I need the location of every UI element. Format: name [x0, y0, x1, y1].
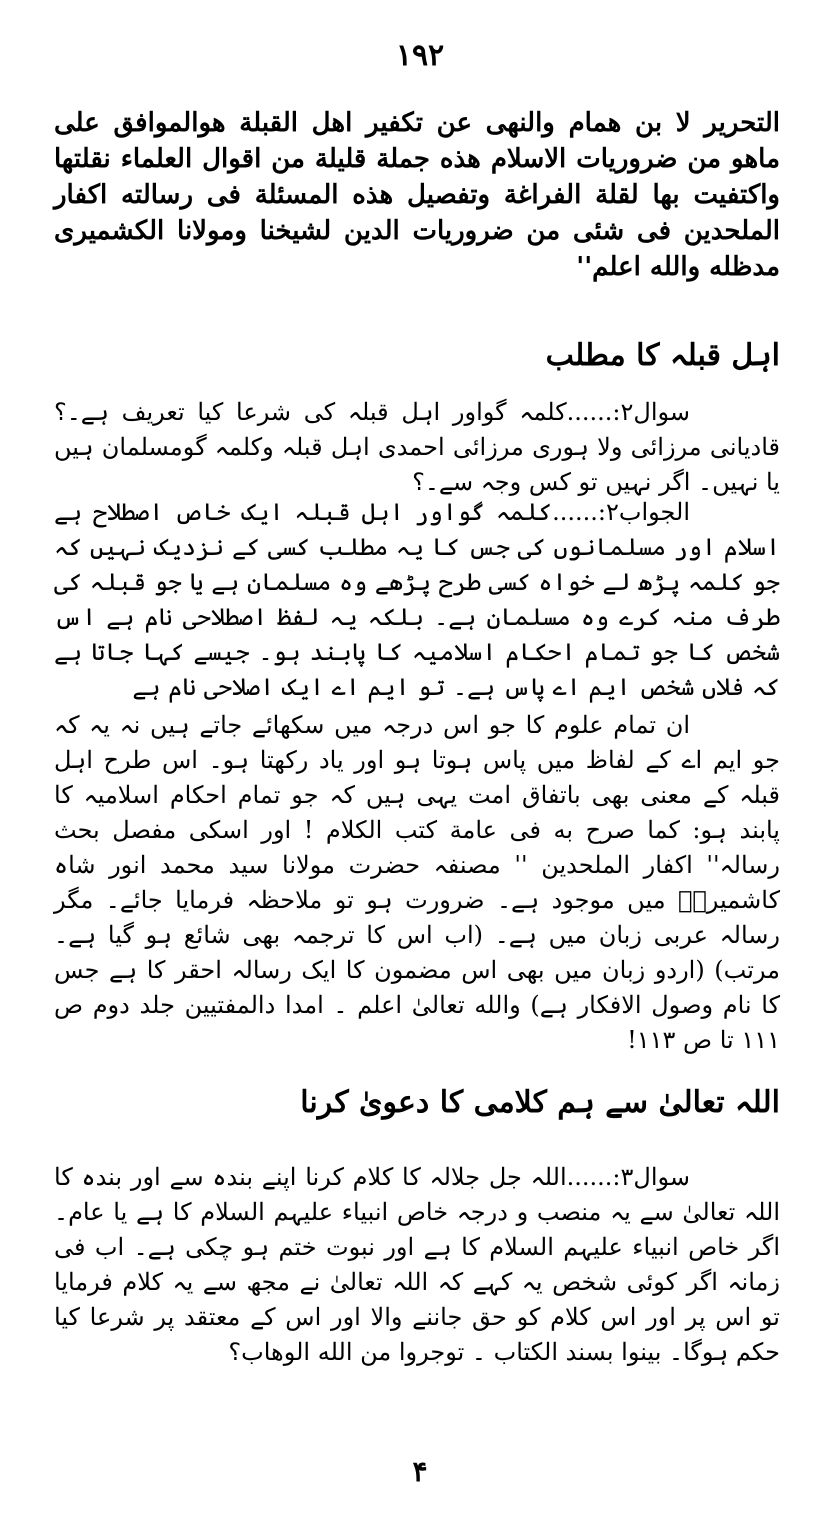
section-heading-ahl-qibla: اہل قبلہ کا مطلب: [545, 338, 780, 373]
arabic-quote-paragraph: التحرير لا بن همام والنهى عن تكفير اهل القبلة هوالموافق على ماهو من ضروريات الاسلام هذه جملة قليلة من اقوال العلماء نقلتها واكتفيت بها لقلة الفراغة وتفصيل هذه المسئلة فى رسالته اكفار الملحدين فى شئى من ضروريات الدين لشيخنا ومولانا الكشميرى مدظله والله اعلم'': [54, 108, 780, 282]
section-heading-kalam-claim: اللہ تعالیٰ سے ہم کلامی کا دعویٰ کرنا: [300, 1085, 780, 1120]
answer-2-paragraph: الجواب۲:......کلمہ گواور اہل قبلہ ایک خاص اصطلاح ہے اسلام اور مسلمانوں کی جس کا یہ مطلب کسی کے نزدیک نہیں کہ جو کلمہ پڑھ لے خواہ کسی طرح پڑھے وہ مسلمان ہے یا جو قبلہ کی طرف منہ کرے وہ مسلمان ہے۔ بلکہ یہ لفظ اصطلاحی نام ہے اس شخص کا جو تمام احکام اسلامیہ کا پابند ہو۔ جیسے کہا جاتا ہے کہ فلاں شخص ایم اے پاس ہے۔ تو ایم اے ایک اصلاحی نام ہے: [54, 498, 780, 701]
question-2-paragraph: سوال۲:......کلمہ گواور اہل قبلہ کی شرعا کیا تعریف ہے۔؟ قادیانی مرزائی ولا ہوری مرزائی احمدی اہل قبلہ وکلمہ گومسلمان ہیں یا نہیں۔ اگر نہیں تو کس وجہ سے۔؟: [54, 398, 780, 496]
footer-signature-number: ۴: [412, 1455, 428, 1488]
question-3-paragraph: سوال۳:......اللہ جل جلالہ کا کلام کرنا اپنے بندہ سے اور بندہ کا اللہ تعالیٰ سے یہ منصب و درجہ خاص انبیاء علیہم السلام کا ہے یا عام۔ اگر خاص انبیاء علیہم السلام کا ہے اور نبوت ختم ہو چکی ہے۔ اب فی زمانہ اگر کوئی شخص یہ کہے کہ اللہ تعالیٰ نے مجھ سے یہ کلام فرمایا تو اس پر اور اس کلام کو حق جاننے والا اور اس کے معتقد پر شرعا کیا حکم ہوگا۔ بینوا بسند الكتاب ۔ توجروا من الله الوهاب؟: [54, 1163, 780, 1366]
page-number: ۱۹۲: [395, 38, 445, 73]
explanation-paragraph: ان تمام علوم کا جو اس درجہ میں سکھائے جاتے ہیں نہ یہ کہ جو ایم اے کے لفاظ میں پاس ہوتا ہو اور یاد رکھتا ہو۔ اس طرح اہل قبلہ کے معنی بھی باتفاق امت یہی ہیں کہ جو تمام احکام اسلامیہ کا پابند ہو: كما صرح به فى عامة كتب الكلام ! اور اسکی مفصل بحث رسالہ'' اكفار الملحدين '' مصنفہ حضرت مولانا سید محمد انور شاہ کاشمیریؒ میں موجود ہے۔ ضرورت ہو تو ملاحظہ فرمایا جائے۔ مگر رسالہ عربی زبان میں ہے۔ (اب اس کا ترجمہ بھی شائع ہو گیا ہے۔ مرتب) (اردو زبان میں بھی اس مضمون کا ایک رسالہ احقر کا ہے جس کا نام وصول الافکار ہے) والله تعالىٰ اعلم ۔ امدا دالمفتيين جلد دوم ص ۱۱۱ تا ص ۱۱۳!: [54, 711, 781, 1054]
